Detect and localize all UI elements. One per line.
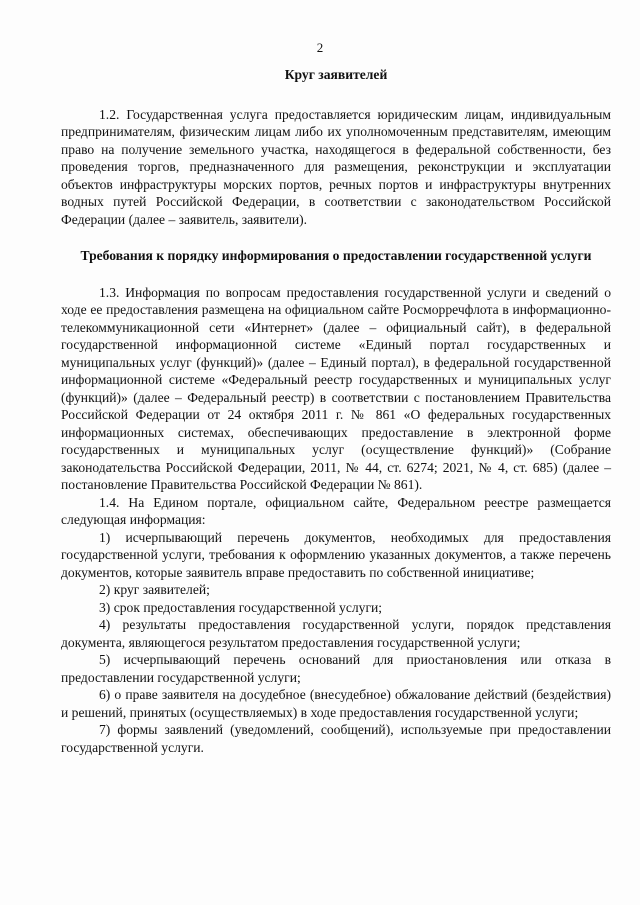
list-item: 6) о праве заявителя на досудебное (внесудебное) обжалование действий (бездействия) и решений, принятых (осуществляемых) в ходе предоставления государственной услуги; [61,687,611,720]
paragraph-1-2: 1.2. Государственная услуга предоставляется юридическим лицам, индивидуальным предпринимателям, физическим лицам либо их уполномоченным представителям, имеющим право на получение земельного участка, находящегося в федеральной собственности, без проведения торгов, предназначенного для размещения, реконструкции и эксплуатации объектов инфраструктуры морских портов, речных портов и инфраструктуры внутренних водных путей Российской Федерации, в соответствии с законодательством Российской Федерации (далее – заявитель, заявители). [61,106,611,227]
list-item: 5) исчерпывающий перечень оснований для приостановления или отказа в предоставлении государственной услуги; [61,652,611,685]
list-item: 4) результаты предоставления государственной услуги, порядок представления документа, являющегося результатом предоставления государственной услуги; [61,617,611,650]
list-item: 3) срок предоставления государственной услуги; [99,599,383,615]
list-item: 1) исчерпывающий перечень документов, необходимых для предоставления государственной услуги, требования к оформлению указанных документов, а также перечень документов, которые заявитель вправе предоставить по собственной инициативе; [61,529,611,580]
list-item: 7) формы заявлений (уведомлений, сообщений), используемые при предоставлении государственной услуги. [61,722,611,755]
paragraph-1-3: 1.3. Информация по вопросам предоставления государственной услуги и сведений о ходе ее предоставления размещена на официальном сайте Росморречфлота в информационно-телекоммуникационной сети «Интернет» (далее – официальный сайт), в федеральной государственной информационной системе «Единый портал государственных и муниципальных услуг (функций)» (далее – Единый портал), в федеральной государственной информационной системе «Федеральный реестр государственных и муниципальных услуг (функций)» (далее – Федеральный реестр) в соответствии с постановлением Правительства Российской Федерации от 24 октября 2011 г. № 861 «О федеральных государственных информационных системах, обеспечивающих предоставление в электронной форме государственных и муниципальных услуг (осуществление функций)» (Собрание законодательства Российской Федерации, 2011, № 44, ст. 6274; 2021, № 4, ст. 685) (далее – постановление Правительства Российской Федерации № 861). [61,284,611,492]
document-body [61,66,611,756]
paragraph-1-4: 1.4. На Едином портале, официальном сайте, Федеральном реестре размещается следующая информация: [61,494,611,527]
list-item: 2) круг заявителей; [99,582,210,597]
section-heading-applicants: Круг заявителей [284,67,388,82]
page-number: 2 [316,40,324,55]
section-heading-informing-requirements: Требования к порядку информирования о предоставлении государственной услуги [80,248,592,263]
